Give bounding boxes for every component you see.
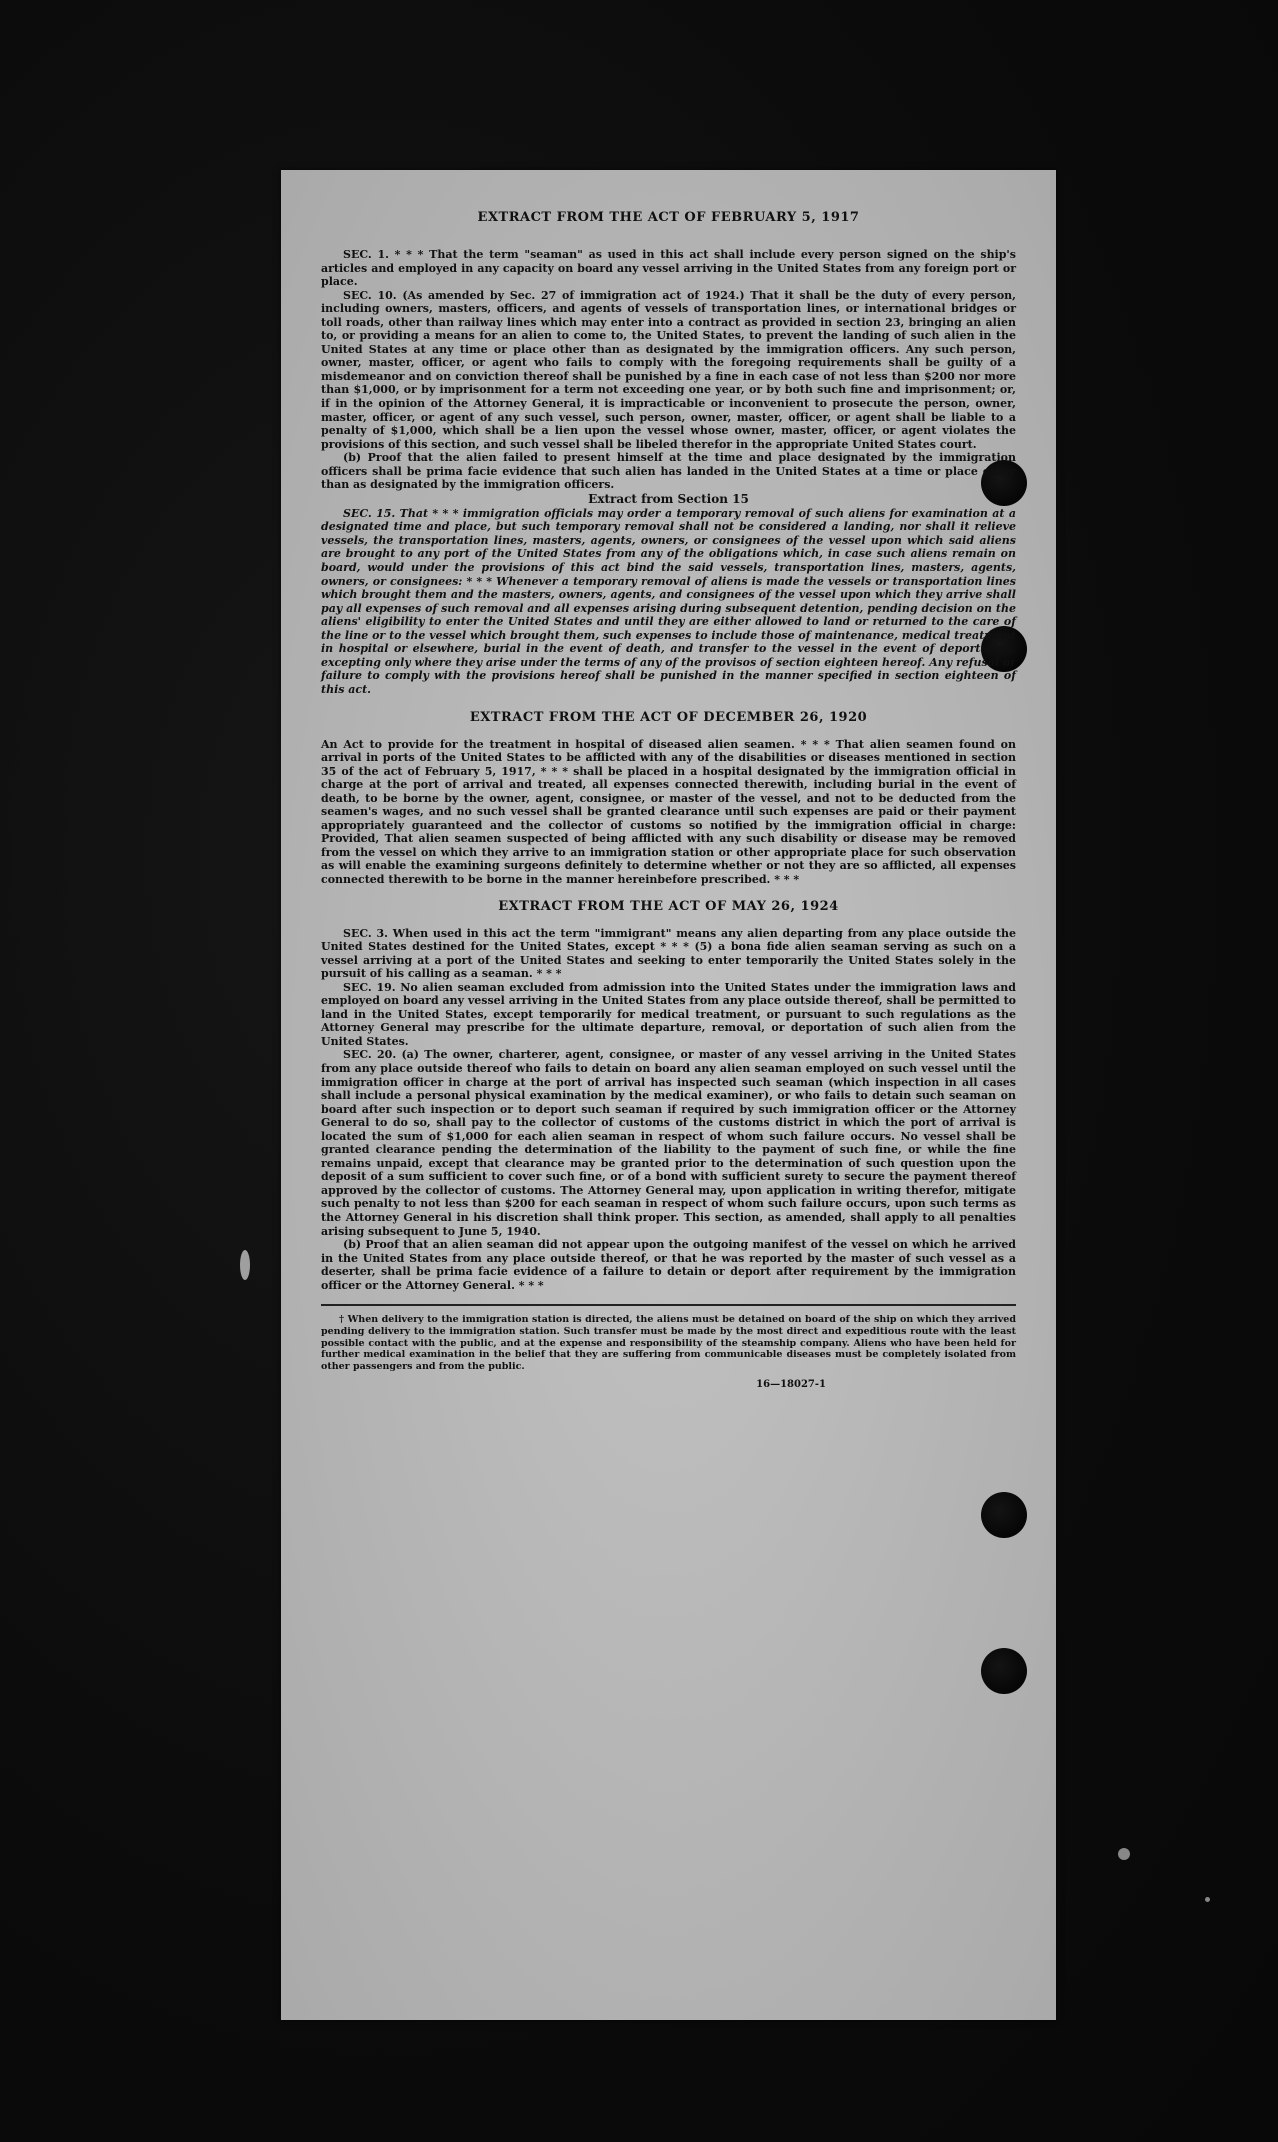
- sec-20-a-paragraph: SEC. 20. (a) The owner, charterer, agent, consignee, or master of any vessel arriving in the United States from any place outside thereof who fails to detain on board any alien seaman employed on such vessel until the immigration officer in charge at the port of arrival has inspected such seaman (which inspection in all cases shall include a personal physical examination by the medical examiner), or who fails to detain such seaman on board after such inspection or to deport such seaman if required by such immigration officer or the Attorney General to do so, shall pay to the collector of customs of the customs district in which the port of arrival is located the sum of $1,000 for each alien seaman in respect of whom such failure occurs. No vessel shall be granted clearance pending the determination of the liability to the payment of such fine, or while the fine remains unpaid, except that clearance may be granted prior to the determination of such question upon the deposit of a sum sufficient to cover such fine, or of a bond with sufficient surety to secure the payment thereof approved by the collector of customs. The Attorney General may, upon application in writing therefor, mitigate such penalty to not less than $200 for each seaman in respect of whom such failure occurs, upon such terms as the Attorney General in his discretion shall think proper. This section, as amended, shall apply to all penalties arising subsequent to June 5, 1940.: [321, 1048, 1016, 1238]
- sec-1-paragraph: SEC. 1. * * * That the term "seaman" as used in this act shall include every person signed on the ship's articles and employed in any capacity on board any vessel arriving in the United States from any foreign port or place.: [321, 248, 1016, 289]
- sec-3-paragraph: SEC. 3. When used in this act the term "immigrant" means any alien departing from any place outside the United States destined for the United States, except * * * (5) a bona fide alien seaman serving as such on a vessel arriving at a port of the United States and seeking to enter temporarily the United States solely in the pursuit of his calling as a seaman. * * *: [321, 926, 1016, 981]
- sec-10-b-paragraph: (b) Proof that the alien failed to present himself at the time and place designated by the immigration officers shall be prima facie evidence that such alien has landed in the United States at a time or place other than as designated by the immigration officers.: [321, 451, 1016, 492]
- document-page: [281, 170, 1056, 2020]
- scan-artifact: [240, 1250, 250, 1280]
- scan-artifact: [1205, 1897, 1210, 1902]
- punch-hole-4: [981, 1648, 1027, 1694]
- act-1920-heading: EXTRACT FROM THE ACT OF DECEMBER 26, 1920: [469, 709, 868, 725]
- sec-20-b-paragraph: (b) Proof that an alien seaman did not appear upon the outgoing manifest of the vessel on which he arrived in the United States from any place outside thereof, or that he was reported by the master of such vessel as a deserter, shall be prima facie evidence of a failure to detain or deport after requirement by the immigration officer or the Attorney General. * * *: [321, 1238, 1016, 1292]
- sec-19-paragraph: SEC. 19. No alien seaman excluded from admission into the United States under the immigration laws and employed on board any vessel arriving in the United States from any place outside thereof, shall be permitted to land in the United States, except temporarily for medical treatment, or pursuant to such regulations as the Attorney General may prescribe for the ultimate departure, removal, or deportation of such alien from the United States.: [321, 980, 1016, 1048]
- footnote-divider: [321, 1304, 1016, 1306]
- act-1920-paragraph: An Act to provide for the treatment in hospital of diseased alien seamen. * * * That alien seamen found on arrival in ports of the United States to be afflicted with any of the disabilities or diseases mentioned in section 35 of the act of February 5, 1917, * * * shall be placed in a hospital designated by the immigration official in charge at the port of arrival and treated, all expenses connected therewith, including burial in the event of death, to be borne by the owner, agent, consignee, or master of the vessel, and not to be deducted from the seamen's wages, and no such vessel shall be granted clearance until such expenses are paid or their payment appropriately guaranteed and the collector of customs so notified by the immigration official in charge: Provided, That alien seamen suspected of being afflicted with any such disability or disease may be removed from the vessel on which they arrive to an immigration station or other appropriate place for such observation as will enable the examining surgeons definitely to determine whether or not they are so afflicted, all expenses connected therewith to be borne in the manner hereinbefore prescribed. * * *: [321, 737, 1016, 886]
- sec-10-paragraph: SEC. 10. (As amended by Sec. 27 of immigration act of 1924.) That it shall be the duty of every person, including owners, masters, officers, and agents of vessels of transportation lines, or international bridges or toll roads, other than railway lines which may enter into a contract as provided in section 23, bringing an alien to, or providing a means for an alien to come to, the United States, to prevent the landing of such alien in the United States at any time or place other than as designated by the immigration officers. Any such person, owner, master, officer, or agent who fails to comply with the foregoing requirements shall be guilty of a misdemeanor and on conviction thereof shall be punished by a fine in each case of not less than $200 nor more than $1,000, or by imprisonment for a term not exceeding one year, or by both such fine and imprisonment; or, if in the opinion of the Attorney General, it is impracticable or inconvenient to prosecute the person, owner, master, officer, or agent of any such vessel, such person, owner, master, officer, or agent shall be liable to a penalty of $1,000, which shall be a lien upon the vessel whose owner, master, officer, or agent violates the provisions of this section, and such vessel shall be libeled therefor in the appropriate United States court.: [321, 288, 1016, 451]
- act-1917-section: [321, 210, 1016, 492]
- act-1920-section: [321, 710, 1016, 887]
- sec-15-paragraph: SEC. 15. That * * * immigration officials may order a temporary removal of such aliens for examination at a designated time and place, but such temporary removal shall not be considered a landing, nor shall it relieve vessels, the transportation lines, masters, agents, owners, or consignees of the vessel upon which said aliens are brought to any port of the United States from any of the obligations which, in case such aliens remain on board, would under the provisions of this act bind the said vessels, transportation lines, masters, agents, owners, or consignees: * * * Whenever a temporary removal of aliens is made the vessels or transportation lines which brought them and the masters, owners, agents, and consignees of the vessel upon which they arrive shall pay all expenses of such removal and all expenses arising during subsequent detention, pending decision on the aliens' eligibility to enter the United States and until they are either allowed to land or returned to the care of the line or to the vessel which brought them, such expenses to include those of maintenance, medical treatment in hospital or elsewhere, burial in the event of death, and transfer to the vessel in the event of deportation, excepting only where they arise under the terms of any of the provisos of section eighteen hereof. Any refusal or failure to comply with the provisions hereof shall be punished in the manner specified in section eighteen of this act.: [321, 506, 1016, 696]
- punch-hole-3: [981, 1492, 1027, 1538]
- section-15-block: [321, 492, 1016, 697]
- act-1924-section: [321, 899, 1016, 1293]
- document-content: [321, 210, 1016, 1390]
- scan-artifact: [1118, 1848, 1130, 1860]
- act-1924-heading: EXTRACT FROM THE ACT OF MAY 26, 1924: [498, 898, 839, 914]
- act-1917-heading: EXTRACT FROM THE ACT OF FEBRUARY 5, 1917: [477, 210, 860, 225]
- section-15-heading: Extract from Section 15: [588, 491, 749, 506]
- footnote: † When delivery to the immigration station is directed, the aliens must be detained on board of the ship on which they arrived pending delivery to the immigration station. Such transfer must be made by the most direct and expeditious route with the least possible contact with the public, and at the expense and responsibility of the steamship company. Aliens who have been held for further medical examination in the belief that they are suffering from communicable diseases must be completely isolated from other passengers and from the public.: [321, 1314, 1016, 1373]
- form-number: 16—18027-1: [756, 1378, 826, 1390]
